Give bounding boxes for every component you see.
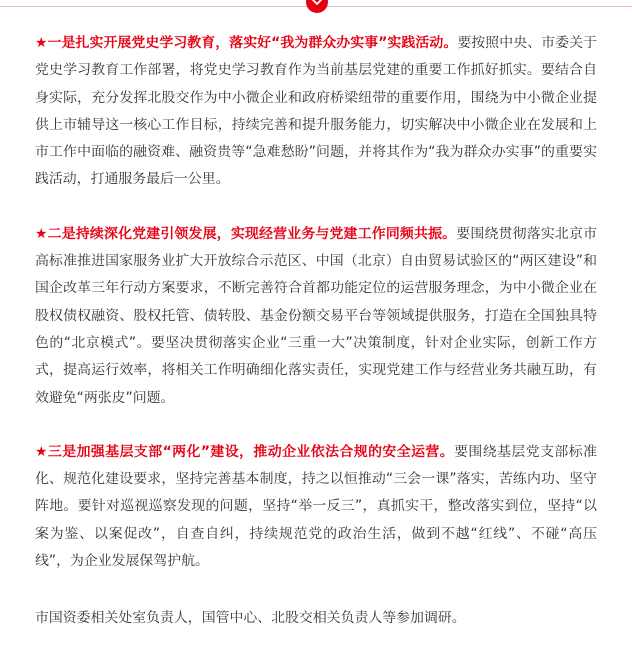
- paragraph-3-text: 要围绕基层党支部标准化、规范化建设要求，坚持完善基本制度，持之以恒推动“三会一课”落实，苦练内功、坚守阵地。要针对巡视巡察发现的问题，坚持“举一反三”，真抓实干，整改落实到位，坚持“以案为鉴、以案促改”，自查自纠，持续规范党的政治生活，做到不越“红线”、不碰“高压线”，为企业发展保驾护航。: [35, 443, 597, 570]
- paragraph-2: [35, 221, 597, 412]
- chevron-down-icon: [311, 0, 323, 6]
- paragraph-3: [35, 439, 597, 575]
- paragraph-2-text: 要围绕贯彻落实北京市高标准推进国家服务业扩大开放综合示范区、中国（北京）自由贸易试验区的“两区建设”和国企改革三年行动方案要求，不断完善符合首都功能定位的运营服务理念，为中小微企业在股权债权融资、股权托管、债转股、基金份额交易平台等领域提供服务，打造在全国独具特色的“北京模式”。要坚决贯彻落实企业“三重一大”决策制度，针对企业实际，创新工作方式，提高运行效率，将相关工作明确细化落实责任，实现党建工作与经营业务共融互助，有效避免“两张皮”问题。: [35, 225, 597, 406]
- paragraph-3-heading: ★三是加强基层支部“两化”建设，推动企业依法合规的安全运营。: [35, 443, 455, 460]
- paragraph-1: [35, 30, 597, 194]
- paragraph-1-text: 要按照中央、市委关于党史学习教育工作部署，将党史学习教育作为当前基层党建的重要工作抓好抓实。要结合自身实际，充分发挥北股交作为中小微企业和政府桥梁纽带的重要作用，围绕为中小微企业提供上市辅导这一核心工作目标，持续完善和提升服务能力，切实解决中小微企业在发展和上市工作中面临的融资难、融资贵等“急难愁盼”问题，并将其作为“我为群众办实事”的重要实践活动，打通服务最后一公里。: [35, 35, 597, 188]
- closing-paragraph: 市国资委相关处室负责人，国管中心、北股交相关负责人等参加调研。: [35, 610, 466, 627]
- section-badge: [306, 0, 328, 13]
- paragraph-1-heading: ★一是扎实开展党史学习教育，落实好“我为群众办实事”实践活动。: [35, 35, 458, 51]
- article-body: [35, 30, 597, 633]
- paragraph-2-heading: ★二是持续深化党建引领发展，实现经营业务与党建工作同频共振。: [35, 225, 457, 242]
